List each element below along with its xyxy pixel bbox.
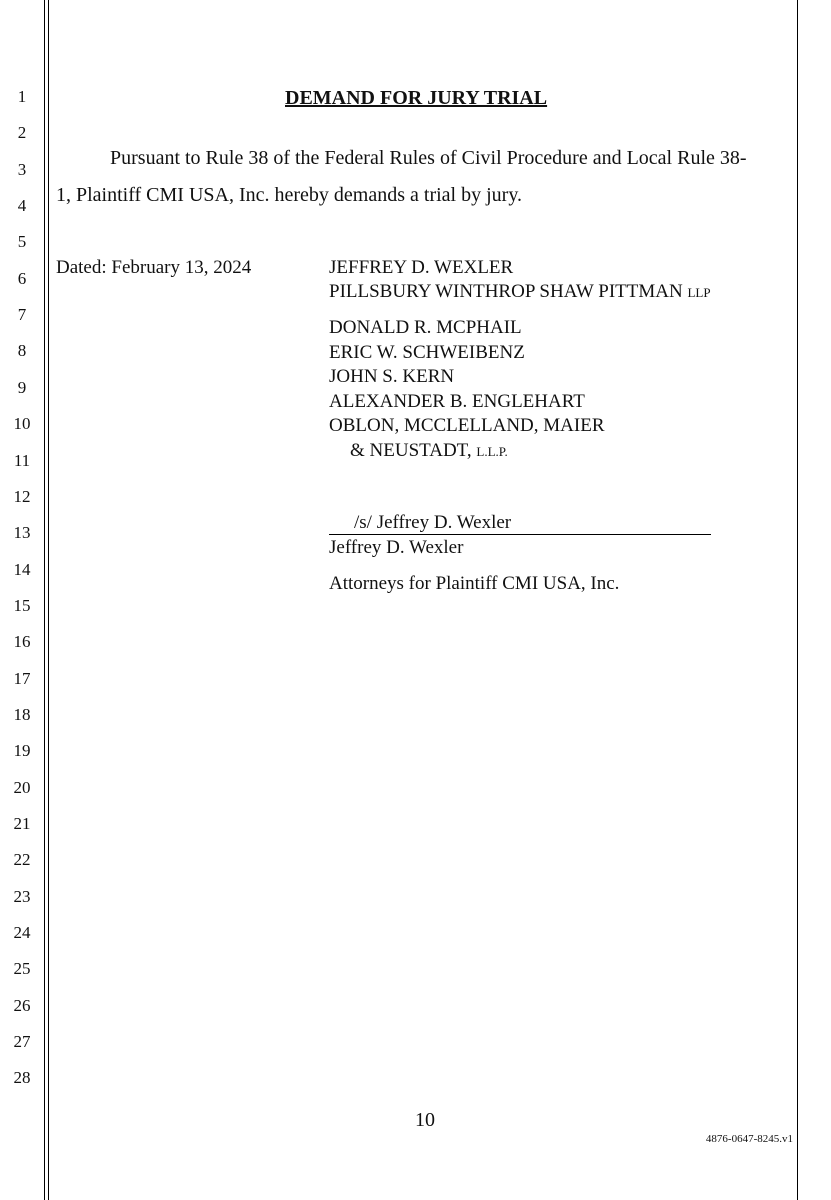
line-number: 19: [13, 741, 31, 760]
line-number: 17: [13, 669, 31, 688]
line-number: 20: [13, 778, 31, 797]
attorney-name-2: DONALD R. MCPHAIL: [329, 317, 522, 338]
line-number: 9: [17, 378, 27, 397]
line-number: 21: [13, 814, 31, 833]
firm-name-2-line-1: OBLON, MCCLELLAND, MAIER: [329, 415, 605, 436]
line-number: 16: [13, 632, 31, 651]
electronic-signature: /s/ Jeffrey D. Wexler: [329, 512, 711, 535]
firm-name-1-text: PILLSBURY WINTHROP SHAW PITTMAN: [329, 281, 683, 302]
line-number: 8: [17, 341, 27, 360]
firm-name-1: [329, 280, 711, 305]
line-number: 28: [13, 1068, 31, 1087]
line-number: 7: [17, 305, 27, 324]
line-number: 25: [13, 959, 31, 978]
page-number: 10: [415, 1109, 435, 1131]
attorney-name-4: JOHN S. KERN: [329, 366, 455, 387]
line-number: 14: [13, 560, 31, 579]
line-number: 6: [17, 269, 27, 288]
line-number: 24: [13, 923, 31, 942]
paragraph-line-2: 1, Plaintiff CMI USA, Inc. hereby demands a trial by jury.: [56, 184, 523, 206]
line-number: 22: [13, 850, 31, 869]
left-margin-rule-inner: [48, 0, 49, 1200]
dated-line: Dated: February 13, 2024: [56, 257, 252, 278]
line-number: 11: [13, 451, 31, 470]
firm-name-2-line-2: [350, 439, 508, 464]
document-id: 4876-0647-8245.v1: [705, 1133, 793, 1145]
attorney-name-5: ALEXANDER B. ENGLEHART: [329, 391, 585, 412]
signer-name: Jeffrey D. Wexler: [329, 537, 464, 558]
line-number: 3: [17, 160, 27, 179]
line-number: 23: [13, 887, 31, 906]
firm-name-2-suffix: L.L.P.: [476, 444, 508, 459]
line-number: 18: [13, 705, 31, 724]
attorney-name-3: ERIC W. SCHWEIBENZ: [329, 342, 525, 363]
line-number: 26: [13, 996, 31, 1015]
paragraph-line-1: Pursuant to Rule 38 of the Federal Rules of Civil Procedure and Local Rule 38-: [110, 147, 747, 169]
firm-name-2-line-2-text: & NEUSTADT,: [350, 440, 472, 461]
firm-name-1-suffix: LLP: [687, 285, 711, 300]
line-number: 15: [13, 596, 31, 615]
document-title: DEMAND FOR JURY TRIAL: [285, 87, 548, 109]
line-number: 27: [13, 1032, 31, 1051]
attorneys-for-line: Attorneys for Plaintiff CMI USA, Inc.: [329, 573, 620, 594]
line-number: 12: [13, 487, 31, 506]
line-number: 13: [13, 523, 31, 542]
line-number: 2: [17, 123, 27, 142]
line-number: 10: [13, 414, 31, 433]
attorney-name-1: JEFFREY D. WEXLER: [329, 257, 514, 278]
line-number: 5: [17, 232, 27, 251]
line-number: 1: [17, 87, 27, 106]
right-margin-rule: [797, 0, 798, 1200]
line-number: 4: [17, 196, 27, 215]
left-margin-rule-outer: [44, 0, 45, 1200]
